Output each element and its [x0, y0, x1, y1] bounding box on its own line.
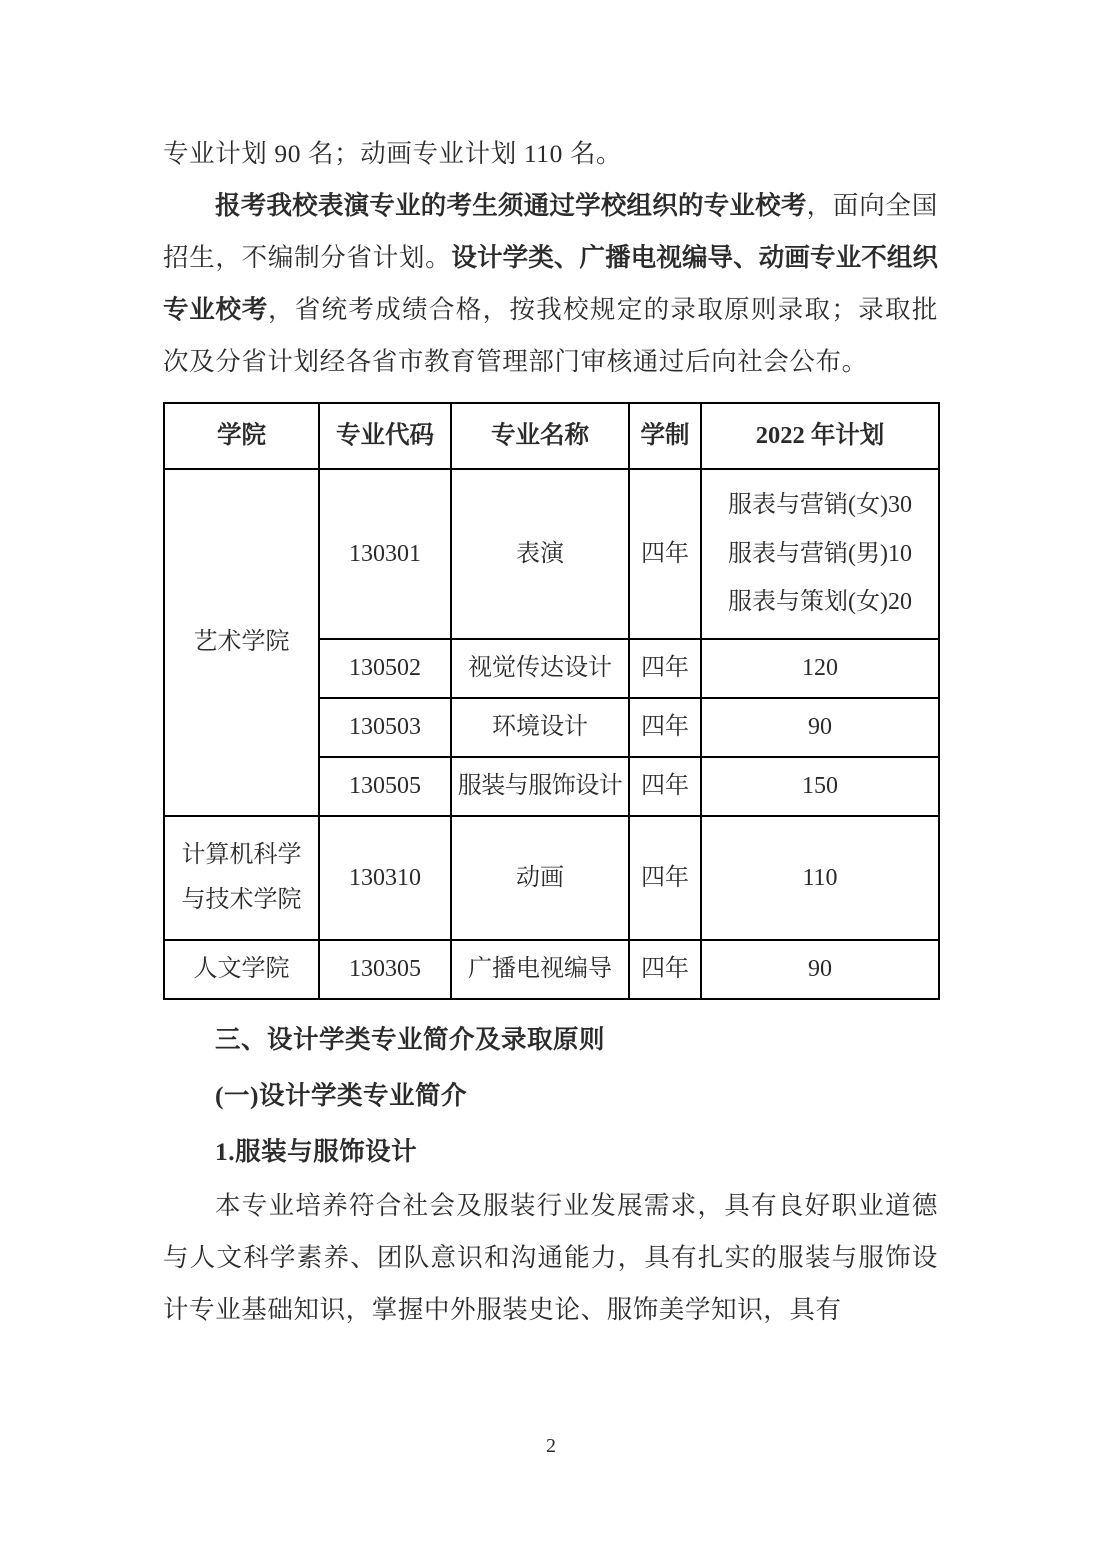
- college-name-line-1: 计算机科学: [181, 842, 302, 869]
- page-number: 2: [546, 1435, 556, 1457]
- table-cell-name: 广播电视编导: [451, 940, 629, 999]
- table-header-row: [164, 403, 939, 469]
- plan-breakdown-list: [704, 488, 936, 620]
- table-cell-college-cs: [164, 816, 319, 940]
- table-cell-code: 130503: [319, 698, 451, 757]
- table-cell-code: 130502: [319, 639, 451, 698]
- table-cell-college-humanities: 人文学院: [164, 940, 319, 999]
- table-cell-plan: 90: [701, 698, 939, 757]
- table-cell-name: 视觉传达设计: [451, 639, 629, 698]
- college-name-wrap: [167, 838, 316, 918]
- table-header-code: 专业代码: [319, 403, 451, 469]
- plan-breakdown-item: 服表与营销(女)30: [728, 491, 912, 518]
- table-cell-college-art: 艺术学院: [164, 469, 319, 816]
- paragraph-exam-policy-normal-2: ，省统考成绩合格，按我校规定的录取原则录取；录取批次及分省计划经各省市教育管理部门审核通过后向社会公布。: [163, 295, 938, 376]
- table-cell-plan: 90: [701, 940, 939, 999]
- paragraph-exam-policy: [163, 180, 938, 388]
- paragraph-exam-policy-bold-lead: 报考我校表演专业的考生须通过学校组织的专业校考: [215, 191, 807, 220]
- table-cell-code: 130505: [319, 757, 451, 816]
- table-header-college: 学院: [164, 403, 319, 469]
- table-cell-length: 四年: [629, 469, 701, 639]
- table-cell-name: 服装与服饰设计: [451, 757, 629, 816]
- table-header-plan: 2022 年计划: [701, 403, 939, 469]
- enrollment-plan-table: [163, 402, 940, 1000]
- college-name-line-2: 与技术学院: [181, 887, 302, 913]
- table-header-length: 学制: [629, 403, 701, 469]
- table-row: [164, 816, 939, 940]
- paragraph-exam-policy-normal-1: ，面向全国招生，不编制分省计划。: [163, 191, 938, 272]
- table-cell-code: 130305: [319, 940, 451, 999]
- table-cell-length: 四年: [629, 816, 701, 940]
- table-cell-plan: 120: [701, 639, 939, 698]
- table-cell-length: 四年: [629, 757, 701, 816]
- section-heading-three: 三、设计学类专业简介及录取原则: [215, 1025, 606, 1054]
- plan-breakdown-item: 服表与营销(男)10: [728, 540, 912, 567]
- table-cell-code: 130310: [319, 816, 451, 940]
- paragraph-major-description: 本专业培养符合社会及服装行业发展需求，具有良好职业道德与人文科学素养、团队意识和沟通能力，具有扎实的服装与服饰设计专业基础知识，掌握中外服装史论、服饰美学知识，具有: [163, 1191, 938, 1324]
- table-cell-plan: 110: [701, 816, 939, 940]
- page-content: [163, 128, 938, 1336]
- paragraph-continuation: 专业计划 90 名；动画专业计划 110 名。: [163, 139, 623, 168]
- table-cell-plan: 150: [701, 757, 939, 816]
- subsection-heading-item-1: 1.服装与服饰设计: [215, 1137, 418, 1166]
- table-cell-length: 四年: [629, 698, 701, 757]
- table-cell-name: 环境设计: [451, 698, 629, 757]
- table-row: [164, 940, 939, 999]
- table-cell-name: 动画: [451, 816, 629, 940]
- plan-breakdown-item: 服表与策划(女)20: [728, 589, 912, 616]
- table-cell-length: 四年: [629, 940, 701, 999]
- table-header-name: 专业名称: [451, 403, 629, 469]
- table-cell-plan: [701, 469, 939, 639]
- subsection-heading-one: (一)设计学类专业简介: [215, 1081, 467, 1110]
- table-cell-length: 四年: [629, 639, 701, 698]
- table-row: [164, 469, 939, 639]
- table-cell-code: 130301: [319, 469, 451, 639]
- paragraph-exam-policy-bold-mid: 设计学类、广播电视编导、动画专业不组织专业校考: [163, 243, 938, 324]
- table-cell-name: 表演: [451, 469, 629, 639]
